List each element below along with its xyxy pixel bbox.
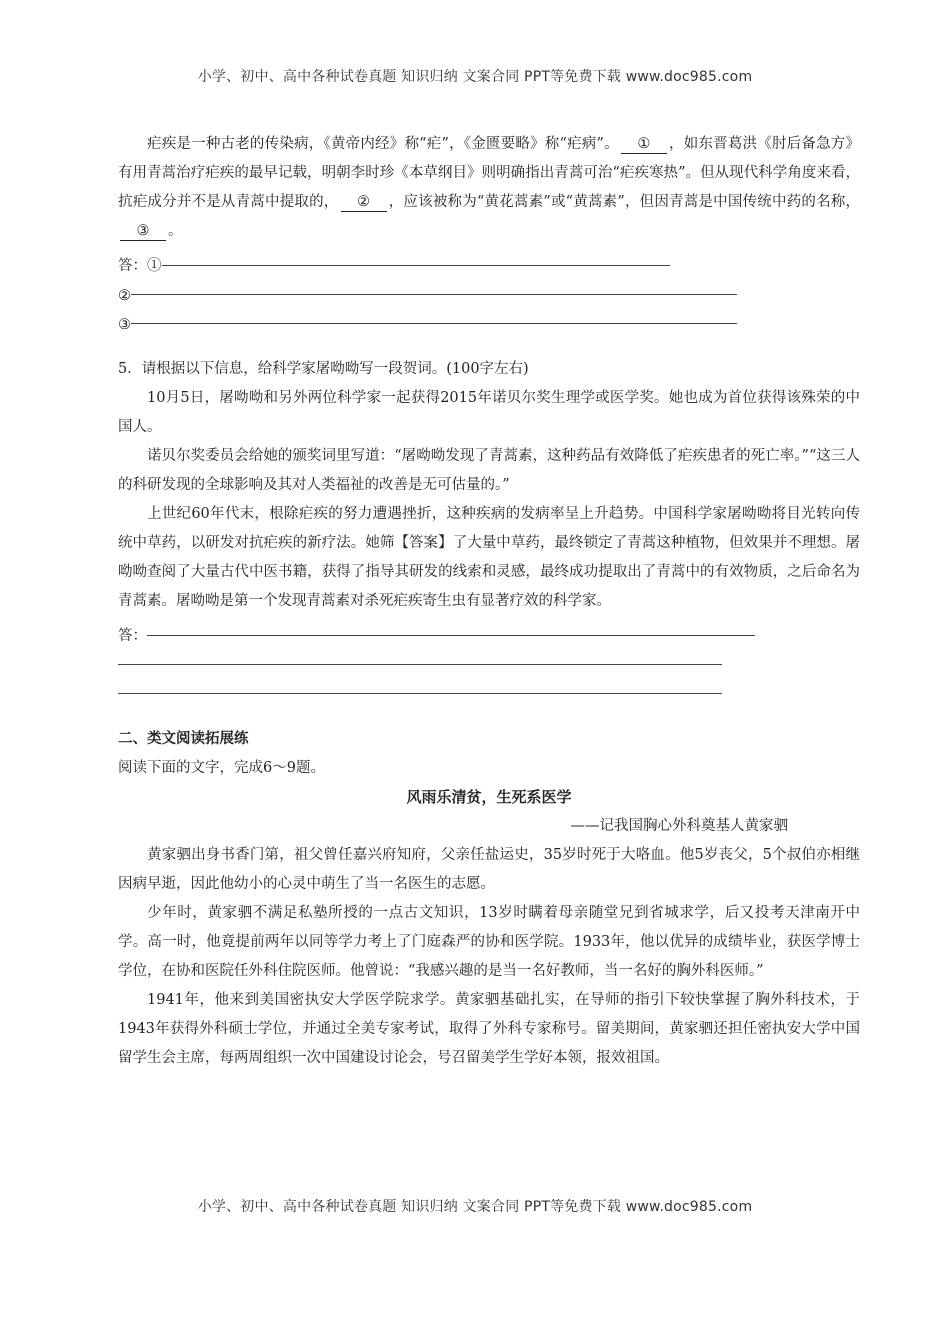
article-subtitle: ——记我国胸心外科奠基人黄家驷 xyxy=(570,818,788,834)
footer-banner: 小学、初中、高中各种试卷真题 知识归纳 文案合同 PPT等免费下载 www.doc985.com xyxy=(197,1199,753,1215)
q5-para-1: 10月5日，屠呦呦和另外两位科学家一起获得2015年诺贝尔奖生理学或医学奖。她也成为首位获得该殊荣的中国人。 xyxy=(118,390,860,435)
q4-answer-label-3: ③ xyxy=(118,317,131,333)
page-content xyxy=(118,130,860,1073)
q4-answer-label-1: 答：① xyxy=(118,258,162,274)
q4-answer-line-2[interactable] xyxy=(118,275,860,304)
q4-answer-rule-2[interactable] xyxy=(131,293,737,295)
article-para-2: 少年时，黄家驷不满足私塾所授的一点古文知识，13岁时瞒着母亲随堂兄到省城求学，后又投考天津南开中学。高一时，他竟提前两年以同等学力考上了门庭森严的协和医学院。1933年，他以优异的成绩毕业，获医学博士学位，在协和医院任外科住院医师。他曾说：“我感兴趣的是当一名好教师，当一名好的胸外科医师。” xyxy=(118,905,860,979)
q4-text-c: ，应该被称为“黄花蒿素”或“黄蒿素”，但因青蒿是中国传统中药的名称， xyxy=(388,194,860,210)
article-title: 风雨乐清贫，生死系医学 xyxy=(406,788,572,806)
q4-passage xyxy=(118,130,860,246)
q5-para-3: 上世纪60年代末，根除疟疾的努力遭遇挫折，这种疾病的发病率呈上升趋势。中国科学家屠呦呦将目光转向传统中草药，以研发对抗疟疾的新疗法。她筛【答案】了大量中草药，最终锁定了青蒿这种植物，但效果并不理想。屠呦呦查阅了大量古代中医书籍，获得了指导其研发的线索和灵感，最终成功提取出了青蒿中的有效物质，之后命名为青蒿素。屠呦呦是第一个发现青蒿素对杀死疟疾寄生虫有显著疗效的科学家。 xyxy=(118,506,860,609)
q5-answer-line-1[interactable] xyxy=(118,616,860,645)
header-banner: 小学、初中、高中各种试卷真题 知识归纳 文案合同 PPT等免费下载 www.doc985.com xyxy=(197,69,753,85)
q5-answer-label: 答： xyxy=(118,628,147,644)
section-2-instruction: 阅读下面的文字，完成6～9题。 xyxy=(118,760,325,776)
q4-answer-line-1[interactable] xyxy=(118,246,860,275)
q5-answer-rule-2[interactable] xyxy=(118,663,722,665)
q5-answer-rule-1[interactable] xyxy=(147,634,755,636)
q4-answer-rule-3[interactable] xyxy=(131,322,737,324)
q4-blank-1: ① xyxy=(621,135,667,154)
q4-answer-label-2: ② xyxy=(118,288,131,304)
q4-blank-3: ③ xyxy=(120,222,166,241)
q5-answer-line-3[interactable] xyxy=(118,674,860,703)
section-2-title: 二、类文阅读拓展练 xyxy=(118,731,249,747)
q4-answer-rule-1[interactable] xyxy=(162,264,670,266)
q4-text-a: 疟疾是一种古老的传染病，《黄帝内经》称“疟”，《金匮要略》称“疟病”。 xyxy=(147,136,619,152)
article-para-1: 黄家驷出身书香门第，祖父曾任嘉兴府知府，父亲任盐运史，35岁时死于大咯血。他5岁丧父，5个叔伯亦相继因病早逝，因此他幼小的心灵中萌生了当一名医生的志愿。 xyxy=(118,847,860,892)
q4-text-b: ，如东晋葛洪《肘后备急方》有用青蒿治疗疟疾的最早记载，明朝李时珍《本草纲目》则明确指出青蒿可治“疟疾寒热”。但从现代科学角度来看，抗疟成分并不是从青蒿中提取的， xyxy=(118,136,860,210)
q5-answer-line-2[interactable] xyxy=(118,645,860,674)
q5-question: 5．请根据以下信息，给科学家屠呦呦写一段贺词。(100字左右) xyxy=(118,361,529,377)
q4-text-d: 。 xyxy=(168,223,183,239)
q4-blank-2: ② xyxy=(341,193,387,212)
article-para-3: 1941年，他来到美国密执安大学医学院求学。黄家驷基础扎实，在导师的指引下较快掌握了胸外科技术，于1943年获得外科硕士学位，并通过全美专家考试，取得了外科专家称号。留美期间，黄家驷还担任密执安大学中国留学生会主席，每两周组织一次中国建设讨论会，号召留美学生学好本领，报效祖国。 xyxy=(118,992,860,1066)
q5-para-2: 诺贝尔奖委员会给她的颁奖词里写道：“屠呦呦发现了青蒿素，这种药品有效降低了疟疾患者的死亡率。”“这三人的科研发现的全球影响及其对人类福祉的改善是无可估量的。” xyxy=(118,448,860,493)
q5-answer-rule-3[interactable] xyxy=(118,692,722,694)
q4-answer-line-3[interactable] xyxy=(118,304,860,333)
